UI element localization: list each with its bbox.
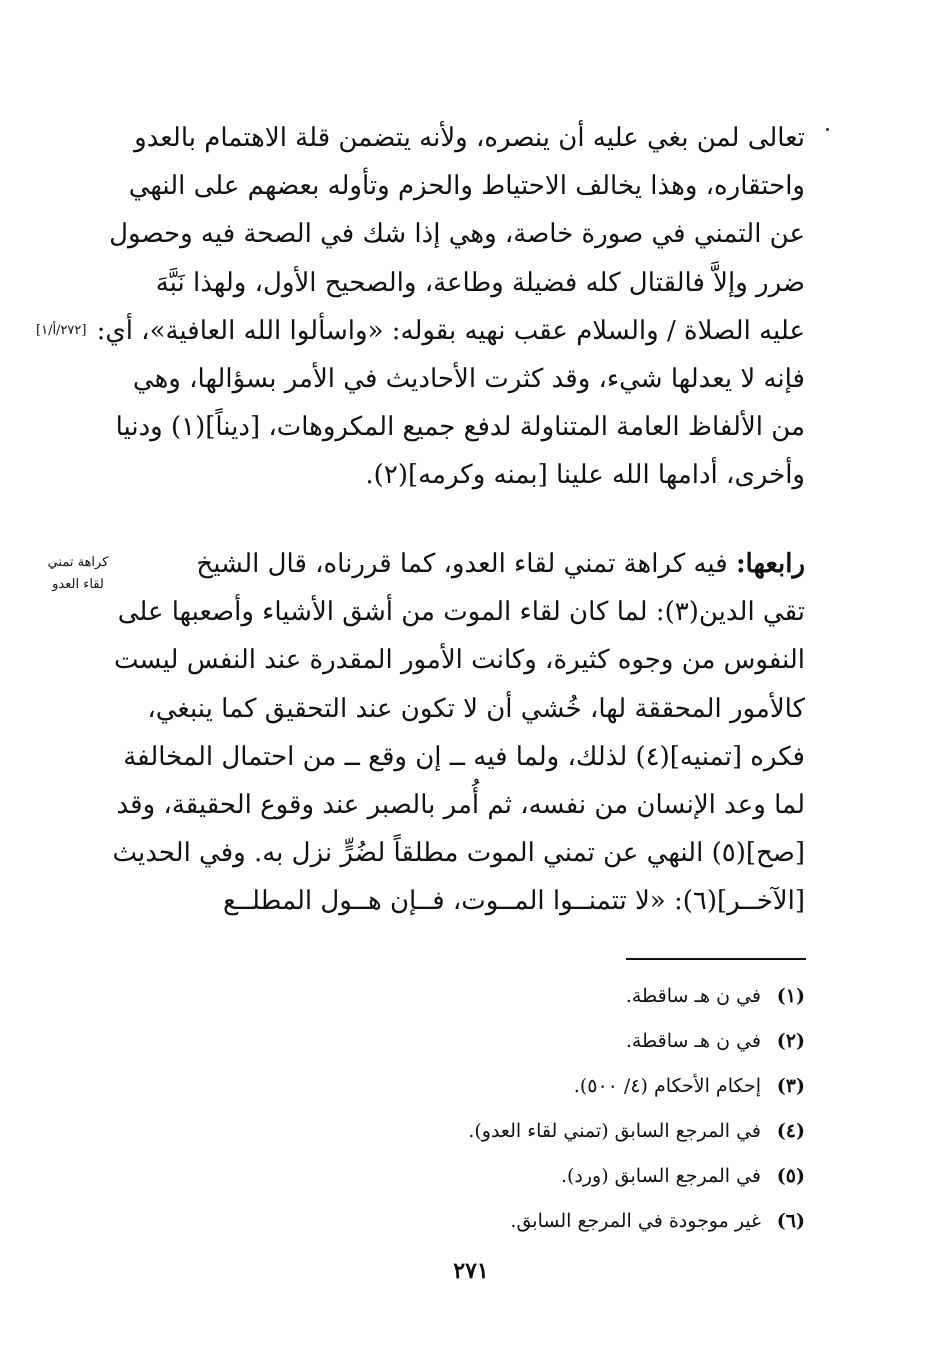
paragraph-1: [96, 114, 805, 500]
text-line: عن التمني في صورة خاصة، وهي إذا شك في الصحة فيه وحصول: [109, 219, 805, 250]
page-number: ٢٧١: [453, 1258, 489, 1284]
text-line: [صح](٥) النهي عن تمني الموت مطلقاً لضُرٍّ نزل به. وفي الحديث: [112, 838, 805, 869]
text-line: فإنه لا يعدلها شيء، وقد كثرت الأحاديث في الأمر بسؤالها، وهي: [132, 364, 805, 395]
text-line: ضرر وإلاَّ فالقتال كله فضيلة وطاعة، والصحيح الأول، ولهذا نَبَّهَ: [155, 267, 805, 298]
footnote-item: [325, 1115, 805, 1160]
footnote-text: في ن هـ ساقطة.: [625, 985, 761, 1007]
margin-note-line: لقاء العدو: [52, 577, 104, 592]
text-line: تعالى لمن بغي عليه أن ينصره، ولأنه يتضمن قلة الاهتمام بالعدو: [134, 123, 805, 153]
text-line: واحتقاره، وهذا يخالف الاحتياط والحزم وتأوله بعضهم على النهي: [128, 171, 805, 202]
text-line: كالأمور المحققة لها، خُشي أن لا تكون عند التحقيق كما ينبغي،: [147, 693, 805, 724]
footnotes: [325, 980, 805, 1250]
footnote-number: (٤): [776, 1120, 805, 1142]
text-line: فكره [تمنيه](٤) لذلك، ولما فيه ــ إن وقع ــ من احتمال المخالفة: [123, 741, 805, 772]
margin-heading-note: [28, 552, 128, 596]
footnote-item: [325, 1160, 805, 1205]
paragraph-lead-word: رابعها:: [735, 549, 805, 579]
text-run: فيه كراهة تمني لقاء العدو، كما قررناه، قال الشيخ: [196, 549, 728, 579]
text-line: [الآخــر](٦): «لا تتمنــوا المــوت، فــإن هــول المطلــع: [222, 886, 805, 917]
footnote-item: [325, 980, 805, 1025]
footnote-item: [325, 1205, 805, 1250]
text-line: من الألفاظ العامة المتناولة لدفع جميع المكروهات، [ديناً](١) ودنيا: [115, 412, 805, 443]
footnote-number: (١): [776, 985, 805, 1007]
footnote-number: (٣): [776, 1075, 805, 1097]
footnote-separator: [626, 958, 806, 960]
text-line: النفوس من وجوه كثيرة، وكانت الأمور المقدرة عند النفس ليست: [113, 645, 805, 676]
footnote-item: [325, 1025, 805, 1070]
paragraph-2: [112, 540, 805, 926]
footnote-number: (٦): [776, 1210, 805, 1232]
text-line: [135, 540, 805, 588]
text-line: وأخرى، أدامها الله علينا [بمنه وكرمه](٢).: [365, 460, 805, 491]
footnote-text: في ن هـ ساقطة.: [625, 1030, 761, 1052]
text-line: تقي الدين(٣): لما كان لقاء الموت من أشق الأشياء وأصعبها على: [117, 597, 805, 628]
footnote-text: في المرجع السابق (تمني لقاء العدو).: [468, 1120, 761, 1142]
text-line: لما وعد الإنسان من نفسه، ثم أُمر بالصبر عند وقوع الحقيقة، وقد: [116, 790, 805, 821]
scan-dot: [826, 128, 829, 131]
footnote-number: (٥): [776, 1165, 805, 1187]
margin-note-line: كراهة تمني: [47, 555, 109, 570]
footnote-text: في المرجع السابق (ورد).: [560, 1165, 761, 1187]
footnote-item: [325, 1070, 805, 1115]
manuscript-folio-reference: [٢٧٢/أ/١]: [36, 323, 87, 338]
footnote-text: إحكام الأحكام (٤/ ٥٠٠).: [573, 1075, 761, 1097]
text-line: عليه الصلاة / والسلام عقب نهيه بقوله: «واسألوا الله العافية»، أي:: [96, 315, 805, 346]
footnote-text: غير موجودة في المرجع السابق.: [510, 1210, 761, 1232]
footnote-number: (٢): [776, 1030, 805, 1052]
